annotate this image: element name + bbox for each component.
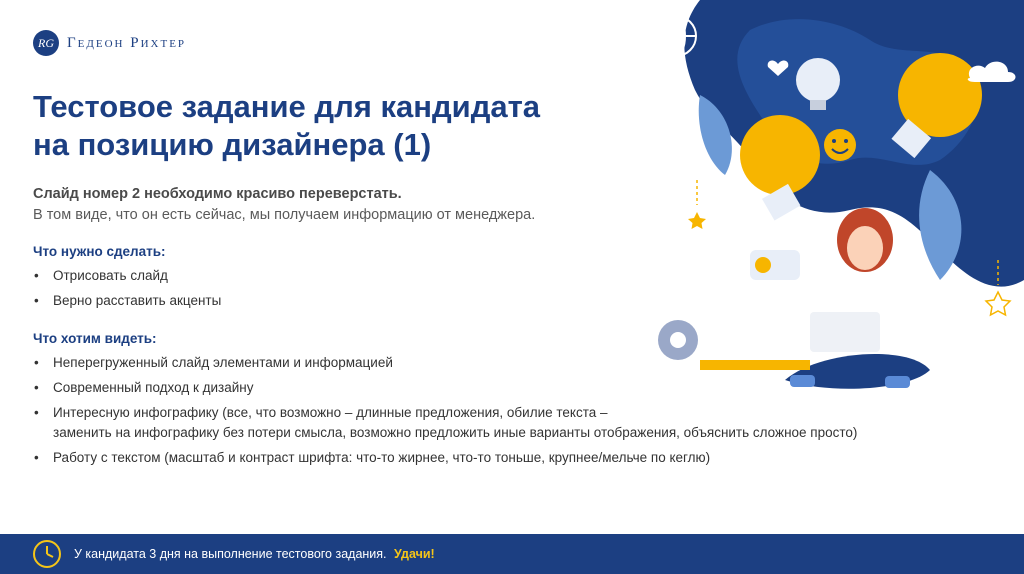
logo-name: Гедеон Рихтер	[67, 34, 187, 51]
todo-title: Что нужно сделать:	[33, 244, 166, 259]
footer-accent: Удачи!	[394, 547, 435, 561]
intro-text: В том виде, что он есть сейчас, мы получаем информацию от менеджера.	[33, 207, 536, 223]
smiley-icon	[824, 129, 856, 161]
footer-bar	[0, 534, 1024, 574]
list-item-line: Интересную инфографику (все, что возможно – длинные предложения, обилие текста –	[53, 405, 608, 420]
illustration	[640, 0, 1024, 534]
star-icon	[688, 180, 706, 229]
list-item: • Современный подход к дизайну	[33, 378, 1013, 398]
globe-icon	[656, 16, 696, 56]
intro-block	[33, 184, 673, 226]
intro-bold: Слайд номер 2 необходимо красиво переверстать.	[33, 186, 402, 202]
title-line-2: на позицию дизайнера (1)	[33, 127, 432, 162]
list-item: • Отрисовать слайд	[33, 266, 1013, 286]
company-logo	[33, 30, 186, 56]
list-item: • Неперегруженный слайд элементами и информацией	[33, 353, 1013, 373]
title-line-1: Тестовое задание для кандидата	[33, 89, 541, 124]
footer-text	[74, 547, 435, 561]
logo-mark: RG	[33, 30, 59, 56]
list-item: • Верно расставить акценты	[33, 291, 1013, 311]
gear-icon	[658, 320, 698, 360]
clock-icon	[32, 539, 62, 569]
slide-title	[33, 88, 593, 164]
list-item-line: заменить на инфографику без потери смысла, возможно предложить иные варианты отображения, объяснить сложное просто)	[53, 425, 858, 440]
want-title: Что хотим видеть:	[33, 331, 157, 346]
footer-message: У кандидата 3 дня на выполнение тестового задания.	[74, 547, 387, 561]
list-item: • Работу с текстом (масштаб и контраст шрифта: что-то жирнее, что-то тоньше, крупнее/мельче по кеглю)	[33, 448, 1013, 468]
